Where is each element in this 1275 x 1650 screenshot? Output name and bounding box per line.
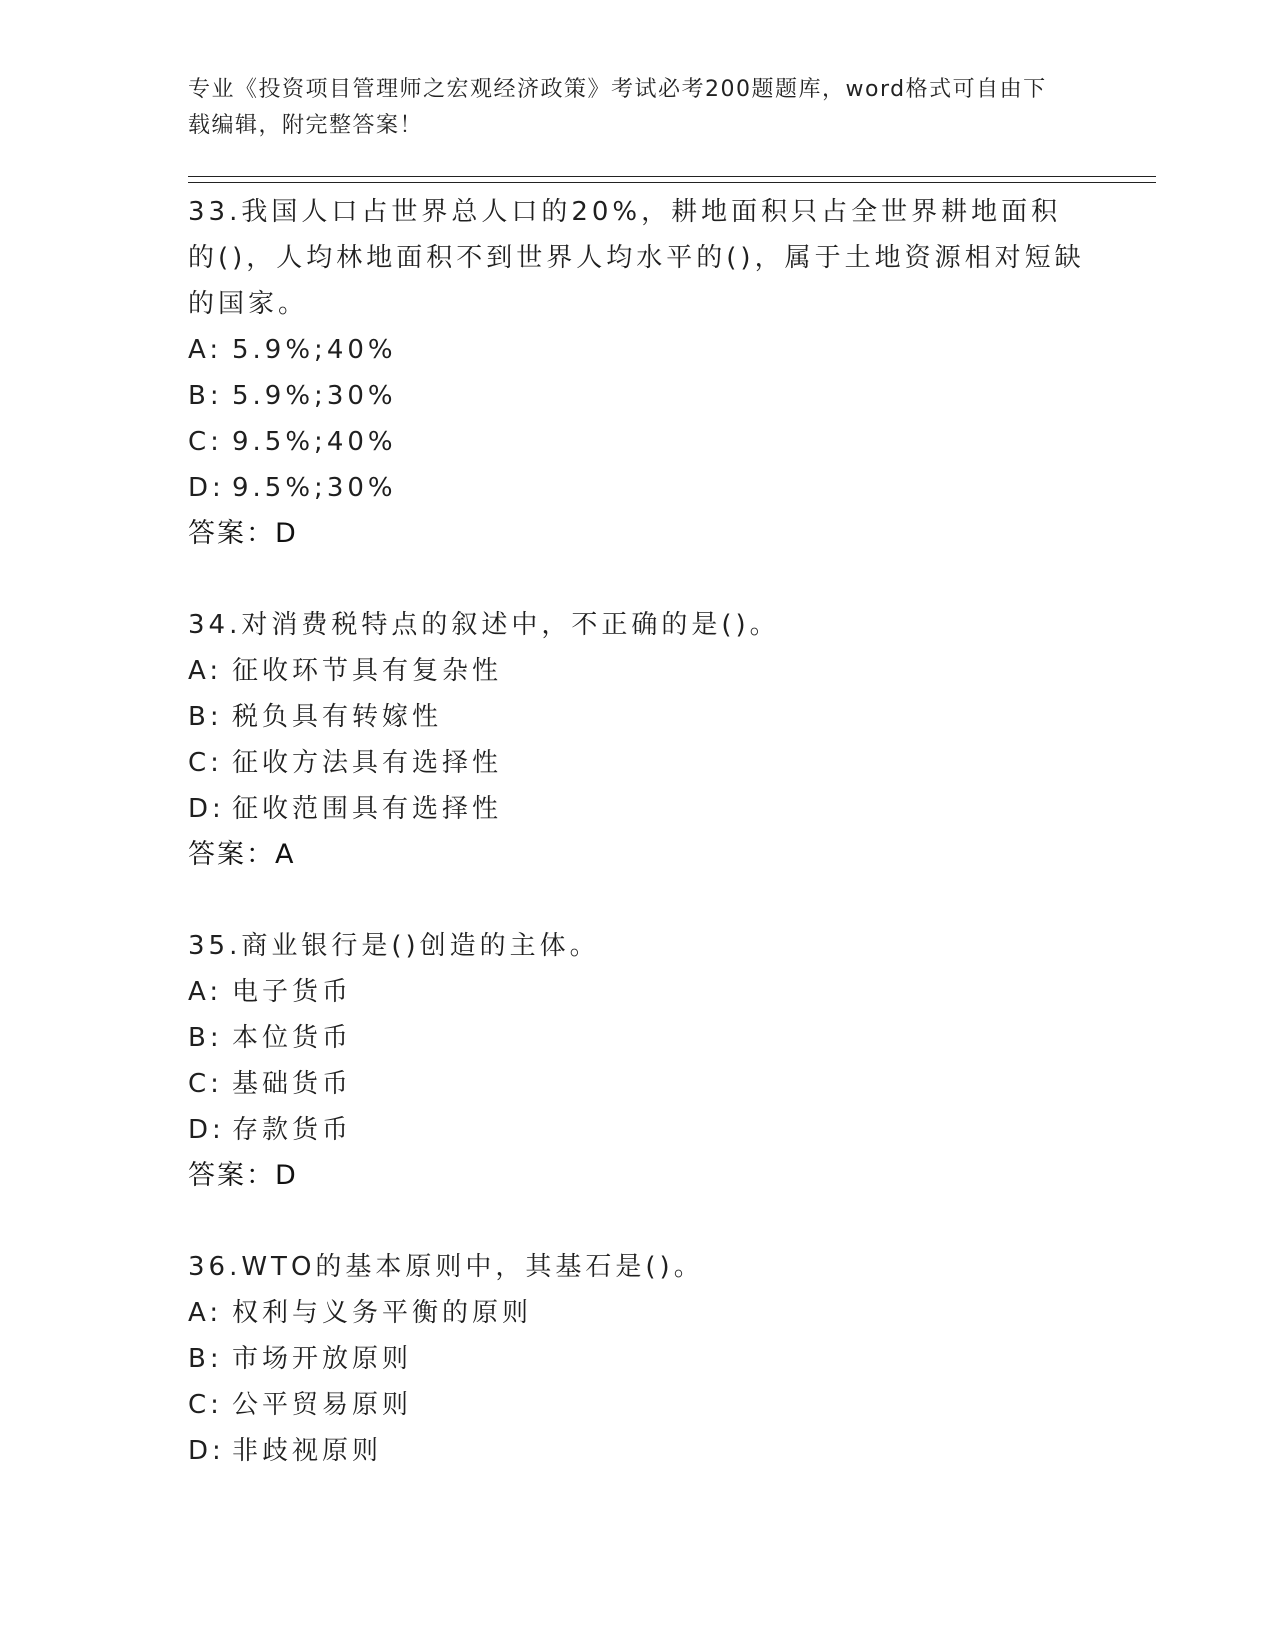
option-b (188, 1336, 1088, 1382)
option-d (188, 465, 1088, 511)
option-text: 征收范围具有选择性 (232, 794, 503, 824)
option-text: 9.5%;30% (232, 473, 397, 503)
option-text: 征收环节具有复杂性 (232, 656, 503, 686)
option-letter: C: (188, 1390, 223, 1420)
option-a (188, 648, 1088, 694)
option-text: 5.9%;40% (232, 335, 397, 365)
question-36 (188, 1244, 1088, 1474)
option-a (188, 969, 1088, 1015)
option-letter: D: (188, 1436, 225, 1466)
question-34 (188, 602, 1088, 878)
question-stem: 34.对消费税特点的叙述中，不正确的是()。 (188, 610, 780, 640)
option-letter: A: (188, 977, 223, 1007)
option-text: 5.9%;30% (232, 381, 397, 411)
option-c (188, 419, 1088, 465)
option-letter: C: (188, 427, 223, 457)
option-text: 税负具有转嫁性 (232, 702, 443, 732)
header-rule-bottom (188, 182, 1156, 183)
question-stem: 35.商业银行是()创造的主体。 (188, 931, 600, 961)
option-letter: D: (188, 794, 225, 824)
option-letter: B: (188, 381, 223, 411)
document-header: 专业《投资项目管理师之宏观经济政策》考试必考200题题库，word格式可自由下载编辑，附完整答案！ (188, 77, 1047, 138)
option-text: 存款货币 (232, 1115, 353, 1145)
option-d (188, 786, 1088, 832)
option-letter: B: (188, 1023, 223, 1053)
option-a (188, 1290, 1088, 1336)
option-text: 市场开放原则 (232, 1344, 413, 1374)
option-b (188, 1015, 1088, 1061)
answer-line: 答案：D (188, 518, 298, 549)
option-letter: B: (188, 1344, 223, 1374)
option-text: 9.5%;40% (232, 427, 397, 457)
question-stem: 36.WTO的基本原则中，其基石是()。 (188, 1252, 704, 1282)
option-letter: D: (188, 473, 225, 503)
option-text: 非歧视原则 (232, 1436, 383, 1466)
option-text: 征收方法具有选择性 (232, 748, 503, 778)
option-c (188, 1382, 1088, 1428)
answer-line: 答案：D (188, 1160, 298, 1191)
question-stem: 33.我国人口占世界总人口的20%，耕地面积只占全世界耕地面积的()，人均林地面积不到世界人均水平的()，属于土地资源相对短缺的国家。 (188, 197, 1085, 319)
option-letter: A: (188, 656, 223, 686)
answer-line: 答案：A (188, 839, 296, 870)
option-d (188, 1428, 1088, 1474)
option-c (188, 740, 1088, 786)
option-c (188, 1061, 1088, 1107)
option-letter: A: (188, 1298, 223, 1328)
option-text: 本位货币 (232, 1023, 353, 1053)
option-letter: A: (188, 335, 223, 365)
option-text: 基础货币 (232, 1069, 353, 1099)
question-list (188, 189, 1088, 1519)
option-text: 公平贸易原则 (232, 1390, 413, 1420)
option-letter: B: (188, 702, 223, 732)
option-letter: D: (188, 1115, 225, 1145)
option-a (188, 327, 1088, 373)
option-text: 电子货币 (232, 977, 353, 1007)
option-letter: C: (188, 748, 223, 778)
option-letter: C: (188, 1069, 223, 1099)
option-text: 权利与义务平衡的原则 (232, 1298, 533, 1328)
option-d (188, 1107, 1088, 1153)
question-33 (188, 189, 1088, 557)
question-35 (188, 923, 1088, 1199)
option-b (188, 373, 1088, 419)
header-rule-top (188, 176, 1156, 177)
option-b (188, 694, 1088, 740)
